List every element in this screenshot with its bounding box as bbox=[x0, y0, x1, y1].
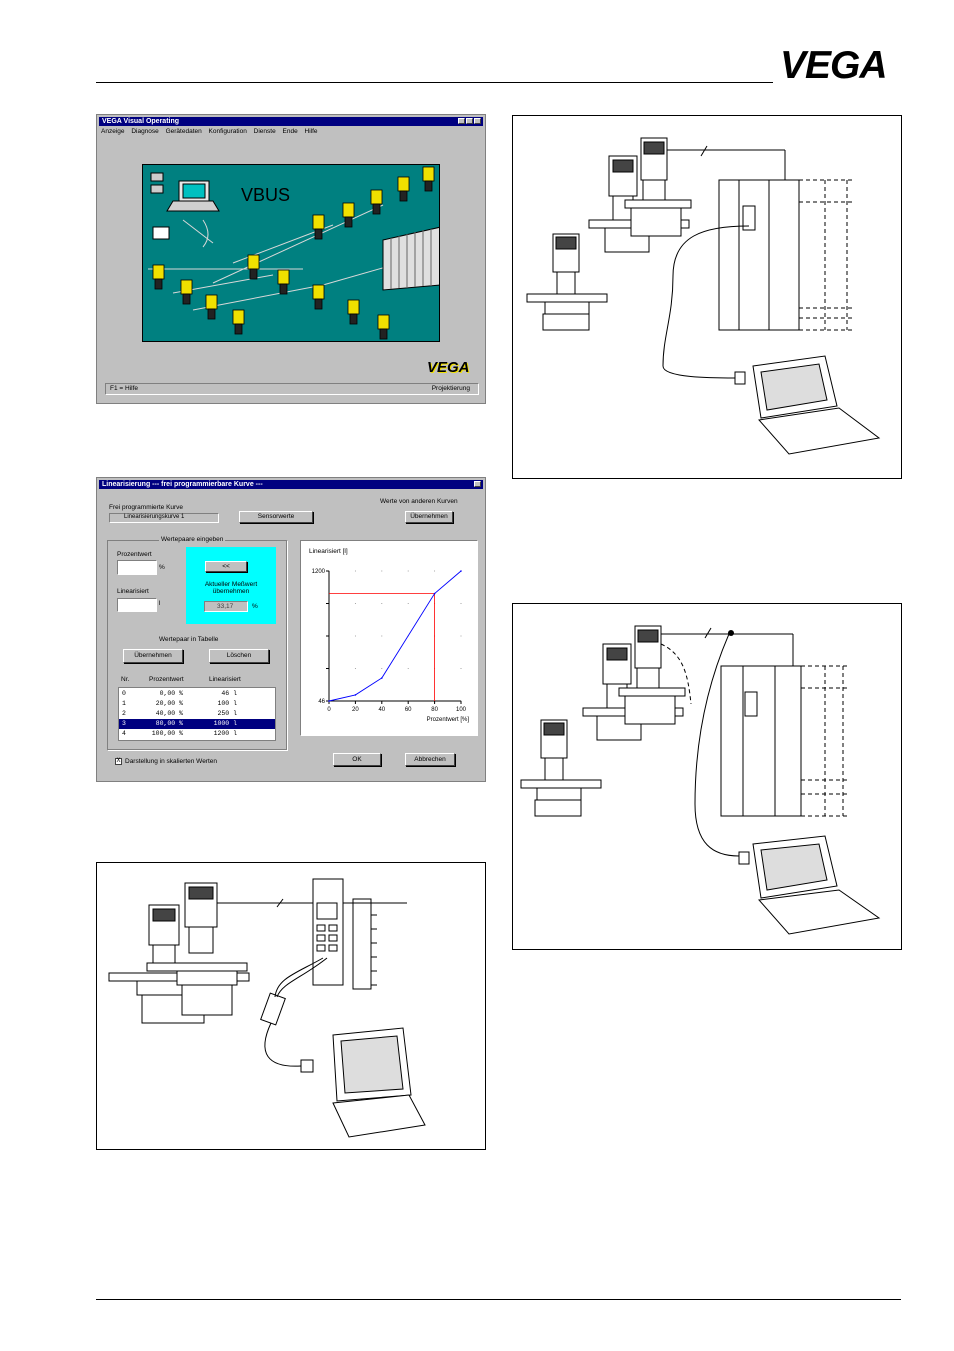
data-point bbox=[328, 700, 330, 702]
lin-label: Linearisiert bbox=[117, 588, 149, 595]
grid-dot bbox=[381, 603, 382, 604]
data-point bbox=[434, 593, 436, 595]
grid-dot bbox=[381, 571, 382, 572]
lin-unit: l bbox=[159, 600, 161, 607]
add-pair-button[interactable]: Übernehmen bbox=[123, 649, 183, 663]
value-table bbox=[118, 687, 276, 741]
grid-dot bbox=[355, 571, 356, 572]
vvo-window bbox=[96, 114, 486, 404]
grid-dot bbox=[434, 571, 435, 572]
y-tick-label: 1200 bbox=[311, 569, 325, 575]
curve-name: Linearisierungskurve 1 bbox=[124, 514, 185, 520]
lin-dialog bbox=[96, 477, 486, 782]
current-label-1: Aktueller Meßwert bbox=[204, 581, 258, 588]
x-tick-label: 100 bbox=[455, 707, 467, 713]
menu-diagnose[interactable]: Diagnose bbox=[131, 128, 159, 135]
table-row[interactable]: 0 0,00 % 46 l bbox=[122, 690, 237, 697]
grid-dot bbox=[461, 636, 462, 637]
sensor-values-button[interactable]: Sensorwerte bbox=[239, 511, 313, 523]
data-point bbox=[355, 694, 357, 696]
interface-card-drawing bbox=[513, 116, 901, 478]
table-row[interactable]: 2 40,00 % 250 l bbox=[122, 710, 237, 717]
minimize-button[interactable] bbox=[458, 118, 465, 124]
vvo-statusbar bbox=[105, 383, 479, 395]
status-mode: Projektierung bbox=[431, 385, 470, 392]
grid-dot bbox=[381, 636, 382, 637]
menu-geraetedaten[interactable]: Gerätedaten bbox=[165, 128, 202, 135]
vbus-network-illustration bbox=[143, 165, 440, 342]
diagram-bus-connection bbox=[512, 603, 902, 950]
vvo-menubar bbox=[101, 128, 323, 135]
take-over-button[interactable]: Übernehmen bbox=[405, 511, 453, 523]
maximize-button[interactable] bbox=[466, 118, 473, 124]
lin-close-button[interactable] bbox=[474, 481, 481, 487]
scaled-checkbox[interactable] bbox=[115, 758, 122, 765]
other-curves-label: Werte von anderen Kurven bbox=[380, 498, 458, 505]
menu-ende[interactable]: Ende bbox=[282, 128, 298, 135]
x-tick-label: 0 bbox=[327, 707, 331, 713]
current-value-field bbox=[204, 601, 248, 612]
menu-konfiguration[interactable]: Konfiguration bbox=[208, 128, 247, 135]
chart-title: Linearisiert [l] bbox=[309, 548, 348, 555]
data-point bbox=[381, 677, 383, 679]
col-header-percent: Prozentwert bbox=[149, 676, 184, 683]
table-title: Wertepaar in Tabelle bbox=[159, 636, 219, 643]
grid-dot bbox=[355, 668, 356, 669]
menu-dienste[interactable]: Dienste bbox=[253, 128, 276, 135]
data-point bbox=[460, 570, 462, 572]
grid-dot bbox=[355, 636, 356, 637]
grid-dot bbox=[461, 603, 462, 604]
current-value: 33,17 bbox=[217, 603, 234, 610]
x-tick-label: 60 bbox=[404, 707, 412, 713]
table-row[interactable]: 4 100,00 % 1200 l bbox=[122, 730, 237, 737]
lin-titlebar bbox=[99, 480, 483, 489]
close-button[interactable] bbox=[474, 118, 481, 124]
percent-label: Prozentwert bbox=[117, 551, 152, 558]
y-tick-label: 46 bbox=[318, 699, 325, 705]
percent-unit: % bbox=[159, 564, 165, 571]
menu-anzeige[interactable]: Anzeige bbox=[101, 128, 125, 135]
current-unit: % bbox=[252, 603, 258, 610]
col-header-nr: Nr. bbox=[121, 676, 130, 683]
current-label-2: übernehmen bbox=[212, 588, 250, 595]
lin-input[interactable] bbox=[117, 598, 157, 612]
diagram-interface-card bbox=[512, 115, 902, 479]
menu-hilfe[interactable]: Hilfe bbox=[304, 128, 318, 135]
curve-name-field bbox=[109, 513, 219, 523]
current-value-panel bbox=[186, 547, 276, 624]
delete-pair-button[interactable]: Löschen bbox=[209, 649, 269, 663]
table-row-selected[interactable]: 3 80,00 % 1000 l bbox=[119, 719, 275, 729]
x-tick-label: 80 bbox=[431, 707, 438, 713]
table-row[interactable]: 1 20,00 % 100 l bbox=[122, 700, 237, 707]
linearization-chart bbox=[301, 541, 477, 735]
lin-title: Linearisierung --- frei programmierbare Kurve --- bbox=[102, 481, 263, 488]
vvo-title: VEGA Visual Operating bbox=[102, 118, 180, 125]
ok-button[interactable]: OK bbox=[333, 753, 381, 766]
vvo-vega-logo: VEGA bbox=[427, 359, 470, 376]
curve-label: Frei programmierte Kurve bbox=[109, 504, 184, 511]
x-tick-label: 40 bbox=[378, 707, 386, 713]
footer-rule bbox=[96, 1299, 901, 1300]
vbus-label: VBUS bbox=[241, 185, 291, 205]
vbus-canvas bbox=[142, 164, 440, 342]
col-header-lin: Linearisiert bbox=[209, 676, 241, 683]
vvo-titlebar bbox=[99, 117, 483, 126]
header-rule bbox=[96, 82, 773, 83]
series-line bbox=[329, 571, 461, 701]
grid-dot bbox=[461, 668, 462, 669]
grid-dot bbox=[408, 603, 409, 604]
percent-input[interactable] bbox=[117, 560, 157, 575]
diagram-handheld bbox=[96, 862, 486, 1150]
grid-dot bbox=[355, 603, 356, 604]
bus-connection-drawing bbox=[513, 604, 901, 949]
x-axis-label: Prozentwert [%] bbox=[426, 717, 469, 723]
grid-dot bbox=[408, 668, 409, 669]
x-tick-label: 20 bbox=[352, 707, 359, 713]
chart-panel bbox=[300, 540, 478, 736]
scaled-checkbox-label: Darstellung in skalierten Werten bbox=[125, 758, 218, 765]
grid-dot bbox=[408, 571, 409, 572]
handheld-connection-drawing bbox=[97, 863, 485, 1149]
checkbox-mark: X bbox=[116, 758, 121, 764]
vega-logo: VEGA bbox=[780, 44, 887, 87]
value-pairs-group-title: Wertepaare eingeben bbox=[161, 536, 224, 543]
cancel-button[interactable]: Abbrechen bbox=[405, 753, 455, 766]
grid-dot bbox=[381, 668, 382, 669]
arrow-take-button[interactable]: << bbox=[205, 561, 247, 572]
status-help: F1 = Hilfe bbox=[110, 385, 138, 392]
